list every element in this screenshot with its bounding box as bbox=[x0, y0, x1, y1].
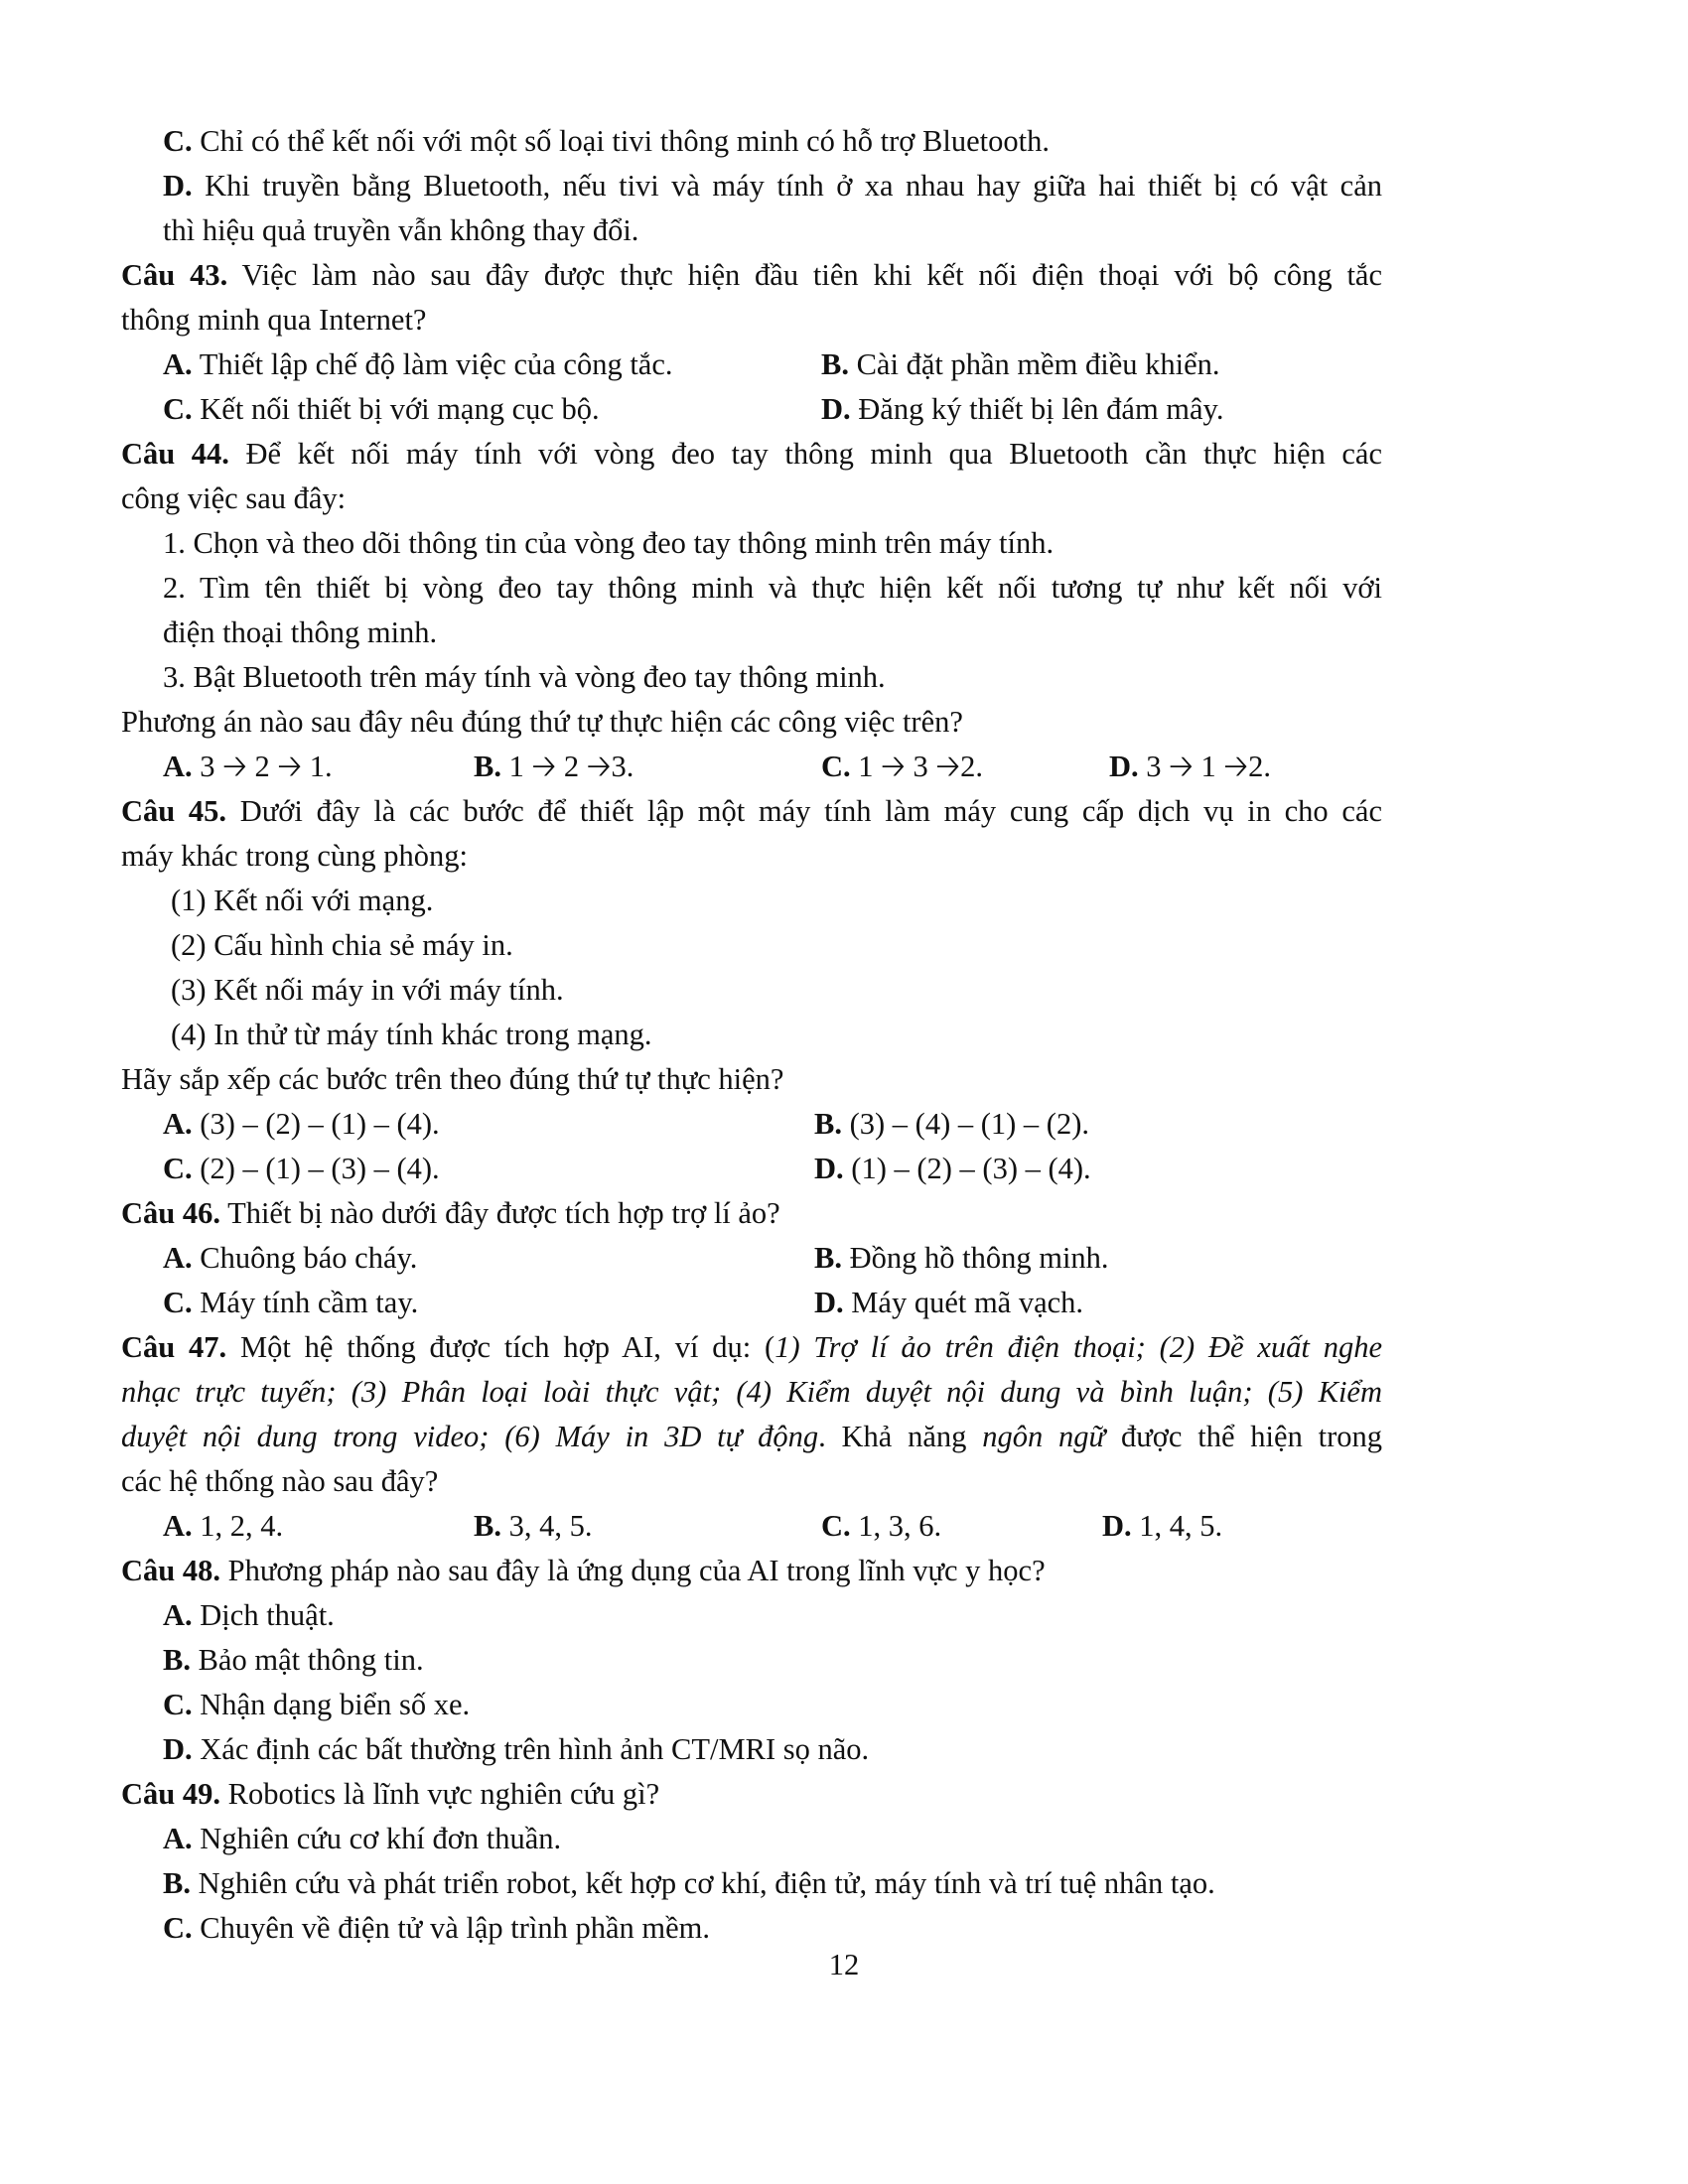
q48-option-b: B. Bảo mật thông tin. bbox=[163, 1643, 424, 1677]
q44-option-a: A. 3 🡢 2 🡢 1. bbox=[163, 750, 333, 783]
q47-option-c: C. 1, 3, 6. bbox=[821, 1509, 942, 1543]
q44-option-d: D. 3 🡢 1 🡢2. bbox=[1109, 750, 1272, 783]
q45-option-b: B. (3) – (4) – (1) – (2). bbox=[814, 1107, 1089, 1141]
q49-option-c: C. Chuyên về điện tử và lập trình phần mềm. bbox=[163, 1911, 711, 1945]
q43-option-d: D. Đăng ký thiết bị lên đám mây. bbox=[821, 392, 1224, 426]
q47-question-line4: các hệ thống nào sau đây? bbox=[121, 1464, 439, 1498]
q43-option-a: A. Thiết lập chế độ làm việc của công tắc. bbox=[163, 347, 673, 381]
q48-option-c: C. Nhận dạng biển số xe. bbox=[163, 1688, 471, 1721]
q47-question-line1: Câu 47. Một hệ thống được tích hợp AI, ví dụ: (1) Trợ lí ảo trên điện thoại; (2) Đề xuất nghe bbox=[121, 1330, 1382, 1364]
q44-step2-line2: điện thoại thông minh. bbox=[163, 615, 438, 649]
q44-prompt: Phương án nào sau đây nêu đúng thứ tự thực hiện các công việc trên? bbox=[121, 705, 963, 739]
page-number: 12 bbox=[828, 1948, 860, 1981]
q46-option-d: D. Máy quét mã vạch. bbox=[814, 1286, 1084, 1319]
q43-option-b: B. Cài đặt phần mềm điều khiển. bbox=[821, 347, 1220, 381]
q45-option-d: D. (1) – (2) – (3) – (4). bbox=[814, 1152, 1091, 1185]
q48-option-a: A. Dịch thuật. bbox=[163, 1598, 335, 1632]
q47-question-line2: nhạc trực tuyến; (3) Phân loại loài thực vật; (4) Kiểm duyệt nội dung và bình luận; (5) Kiểm bbox=[121, 1375, 1382, 1409]
q47-option-d: D. 1, 4, 5. bbox=[1102, 1509, 1223, 1543]
q44-step3: 3. Bật Bluetooth trên máy tính và vòng đeo tay thông minh. bbox=[163, 660, 886, 694]
q45-question-line2: máy khác trong cùng phòng: bbox=[121, 839, 468, 873]
q48-question: Câu 48. Phương pháp nào sau đây là ứng dụng của AI trong lĩnh vực y học? bbox=[121, 1554, 1046, 1587]
q45-step4: (4) In thử từ máy tính khác trong mạng. bbox=[171, 1018, 652, 1051]
q42-option-c: C. Chỉ có thể kết nối với một số loại tivi thông minh có hỗ trợ Bluetooth. bbox=[163, 124, 1050, 158]
q45-prompt: Hãy sắp xếp các bước trên theo đúng thứ tự thực hiện? bbox=[121, 1062, 784, 1096]
q43-options-row2 bbox=[121, 387, 1382, 432]
q46-option-b: B. Đồng hồ thông minh. bbox=[814, 1241, 1109, 1275]
q45-options-row1 bbox=[121, 1102, 1382, 1147]
q46-option-c: C. Máy tính cầm tay. bbox=[163, 1286, 419, 1319]
q43-question-line1: Câu 43. Việc làm nào sau đây được thực hiện đầu tiên khi kết nối điện thoại với bộ công tắc bbox=[121, 258, 1382, 292]
q47-option-b: B. 3, 4, 5. bbox=[474, 1509, 593, 1543]
q45-step3: (3) Kết nối máy in với máy tính. bbox=[171, 973, 564, 1007]
q44-question-line1: Câu 44. Để kết nối máy tính với vòng đeo tay thông minh qua Bluetooth cần thực hiện các bbox=[121, 437, 1382, 471]
q46-options-row1 bbox=[121, 1236, 1382, 1281]
q44-options-row bbox=[121, 745, 1382, 789]
q45-option-c: C. (2) – (1) – (3) – (4). bbox=[163, 1152, 440, 1185]
q45-step1: (1) Kết nối với mạng. bbox=[171, 884, 434, 917]
q45-question-line1: Câu 45. Dưới đây là các bước để thiết lập một máy tính làm máy cung cấp dịch vụ in cho các bbox=[121, 794, 1382, 828]
q44-option-b: B. 1 🡢 2 🡢3. bbox=[474, 750, 634, 783]
q43-options-row1 bbox=[121, 342, 1382, 387]
q46-option-a: A. Chuông báo cháy. bbox=[163, 1241, 418, 1275]
q43-option-c: C. Kết nối thiết bị với mạng cục bộ. bbox=[163, 392, 600, 426]
q47-option-a: A. 1, 2, 4. bbox=[163, 1509, 284, 1543]
q48-option-d: D. Xác định các bất thường trên hình ảnh CT/MRI sọ não. bbox=[163, 1732, 870, 1766]
q46-options-row2 bbox=[121, 1281, 1382, 1325]
q45-step2: (2) Cấu hình chia sẻ máy in. bbox=[171, 928, 513, 962]
q49-question: Câu 49. Robotics là lĩnh vực nghiên cứu gì? bbox=[121, 1777, 660, 1811]
page-content bbox=[121, 119, 1382, 1951]
q44-option-c: C. 1 🡢 3 🡢2. bbox=[821, 750, 984, 783]
q42-option-d-line2: thì hiệu quả truyền vẫn không thay đổi. bbox=[163, 213, 639, 247]
q44-question-line2: công việc sau đây: bbox=[121, 481, 347, 515]
q49-option-a: A. Nghiên cứu cơ khí đơn thuần. bbox=[163, 1822, 562, 1855]
q49-option-b: B. Nghiên cứu và phát triển robot, kết hợp cơ khí, điện tử, máy tính và trí tuệ nhân tạo. bbox=[163, 1866, 1215, 1900]
q44-step2-line1: 2. Tìm tên thiết bị vòng đeo tay thông minh và thực hiện kết nối tương tự như kết nối với bbox=[163, 571, 1382, 605]
q42-option-d-line1: D. Khi truyền bằng Bluetooth, nếu tivi và máy tính ở xa nhau hay giữa hai thiết bị có vật cản bbox=[163, 169, 1382, 203]
q45-option-a: A. (3) – (2) – (1) – (4). bbox=[163, 1107, 440, 1141]
q47-options-row bbox=[121, 1504, 1382, 1549]
q44-step1: 1. Chọn và theo dõi thông tin của vòng đeo tay thông minh trên máy tính. bbox=[163, 526, 1055, 560]
q45-options-row2 bbox=[121, 1147, 1382, 1191]
q43-question-line2: thông minh qua Internet? bbox=[121, 303, 427, 337]
q46-question: Câu 46. Thiết bị nào dưới đây được tích hợp trợ lí ảo? bbox=[121, 1196, 780, 1230]
q47-question-line3: duyệt nội dung trong video; (6) Máy in 3D tự động. Khả năng ngôn ngữ được thể hiện trong bbox=[121, 1420, 1382, 1453]
